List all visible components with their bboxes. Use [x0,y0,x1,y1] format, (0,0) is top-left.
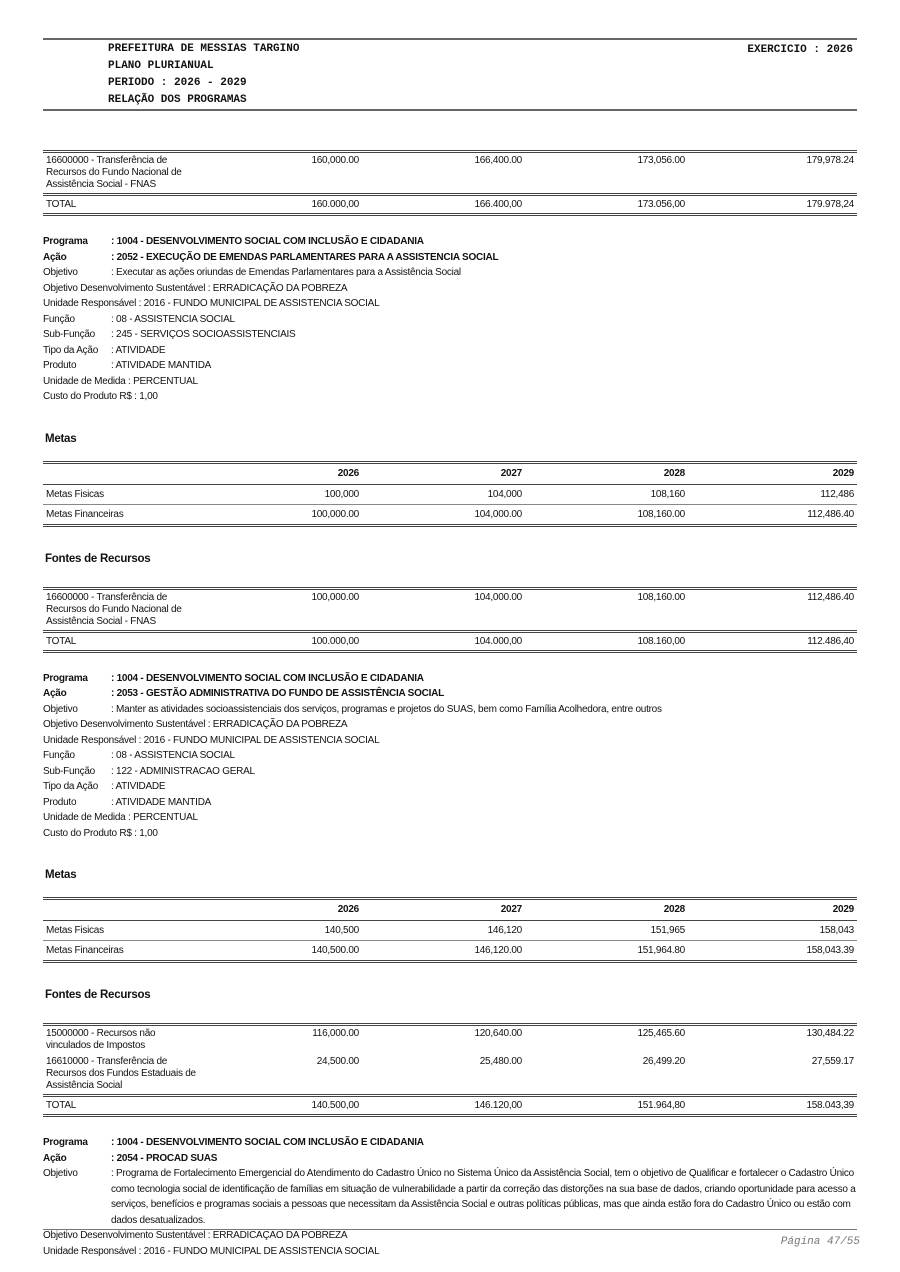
field-row [43,234,857,250]
field-value: : 08 - ASSISTENCIA SOCIAL [111,750,235,761]
field-row [43,671,857,687]
fontes-heading: Fontes de Recursos [45,552,151,565]
field-row [43,686,857,702]
fontes-wrap [43,587,857,653]
header-line: RELAÇÃO DOS PROGRAMAS [108,94,247,106]
action-block [43,234,857,653]
field-label: Tipo da Ação [43,781,99,792]
source-value: 24,500.00 [316,1056,359,1067]
field-value: : ATIVIDADE [111,781,166,792]
field-value: : ATIVIDADE MANTIDA [111,796,212,808]
footer-divider [43,1229,857,1230]
blank-header [43,462,278,484]
field-row [43,764,857,780]
source-value: 27,559.17 [811,1056,854,1067]
field-value: : Executar as ações oriundas de Emendas Parlamentares para a Assistência Social [111,267,461,278]
source-value: 104,000.00 [474,591,522,603]
metas-value: 158,043 [688,921,857,941]
field-label: Programa [43,236,88,247]
source-label: 16600000 - Transferência de Recursos do Fundo Nacional de Assistência Social - FNAS [46,591,182,627]
field-label: Programa [43,672,88,684]
field-row [43,265,857,281]
total-value: 173.056,00 [525,195,688,215]
field-value: : 122 - ADMINISTRACAO GERAL [111,765,255,777]
action-block [43,1135,857,1259]
field-label: Ação [43,688,67,699]
metas-value: 112,486 [688,484,857,504]
field-row [43,358,857,374]
info-line: Objetivo Desenvolvimento Sustentável : ERRADICAÇÃO DA POBREZA [43,719,348,730]
field-label: Ação [43,251,67,263]
report-content [43,150,857,1259]
field-row [43,795,857,811]
field-label: Programa [43,1137,88,1148]
total-value: 104.000,00 [362,631,525,651]
source-label: 15000000 - Recursos não vinculados de Impostos [46,1028,156,1051]
source-value: 179,978.24 [806,155,854,166]
source-value: 26,499.20 [642,1056,685,1067]
source-label: 16600000 - Transferência de Recursos do Fundo Nacional de Assistência Social - FNAS [46,155,182,190]
field-value: : 245 - SERVIÇOS SOCIOASSISTENCIAIS [111,329,296,340]
metas-header-row [43,462,857,484]
field-label: Sub-Função [43,765,95,777]
field-row [43,312,857,328]
fontes-table [43,150,857,216]
field-value: : 08 - ASSISTENCIA SOCIAL [111,313,235,325]
metas-value: 112,486.40 [807,508,854,520]
metas-row-financeiras [43,504,857,525]
field-value: : 1004 - DESENVOLVIMENTO SOCIAL COM INCLUSÃO E CIDADANIA [111,1137,424,1148]
total-value: 151.964,80 [525,1096,688,1116]
total-value: 140.500,00 [278,1096,362,1116]
total-value: 158.043,39 [688,1096,857,1116]
metas-row-fisicas [43,921,857,941]
field-label: Sub-Função [43,329,95,340]
report-header [43,38,857,111]
year-header: 2027 [362,462,525,484]
total-value: 146.120,00 [362,1096,525,1116]
info-line: Unidade de Medida : PERCENTUAL [43,375,198,387]
field-value: : 1004 - DESENVOLVIMENTO SOCIAL COM INCLUSÃO E CIDADANIA [111,236,424,247]
field-value: : Manter as atividades socioassistenciais dos serviços, programas e projetos do SUAS, bem como Família Acolhedora, entre outros [111,703,662,715]
field-label: Produto [43,796,77,808]
field-row [43,250,857,266]
metas-value: 140,500 [278,921,362,941]
field-label: Ação [43,1152,67,1164]
total-value: 100.000,00 [278,631,362,651]
field-row [43,1135,857,1151]
field-row [43,748,857,764]
year-header: 2028 [525,899,688,921]
source-value: 100,000.00 [311,591,359,603]
metas-value: 100,000.00 [311,508,359,520]
metas-value: 104,000.00 [474,508,522,520]
metas-heading: Metas [45,432,77,445]
info-line: Unidade Responsável : 2016 - FUNDO MUNICIPAL DE ASSISTENCIA SOCIAL [43,1245,380,1257]
field-row [43,327,857,343]
source-label: 16610000 - Transferência de Recursos dos Fundos Estaduais de Assistência Social [46,1056,196,1091]
metas-value: 108,160 [525,484,688,504]
info-line: Unidade Responsável : 2016 - FUNDO MUNICIPAL DE ASSISTENCIA SOCIAL [43,298,380,309]
metas-value: 104,000 [362,484,525,504]
field-label: Produto [43,360,77,371]
source-value: 108,160.00 [637,591,685,603]
field-row [43,1151,857,1167]
metas-value: 140,500.00 [311,945,359,956]
action-block [43,671,857,1118]
source-value: 160,000.00 [311,155,359,166]
table-row [43,1054,857,1096]
info-line: Objetivo Desenvolvimento Sustentável : ERRADICAÇÃO DA POBREZA [43,1230,348,1241]
header-line: PERIODO : 2026 - 2029 [108,77,247,89]
field-value: : 1004 - DESENVOLVIMENTO SOCIAL COM INCLUSÃO E CIDADANIA [111,672,424,684]
source-value: 120,640.00 [474,1028,522,1039]
year-header: 2029 [688,462,857,484]
total-row [43,631,857,651]
field-value: : 2052 - EXECUÇÃO DE EMENDAS PARLAMENTARES PARA A ASSISTENCIA SOCIAL [111,251,499,263]
field-label: Objetivo [43,267,78,278]
year-header: 2029 [688,899,857,921]
source-value: 125,465.60 [637,1028,685,1039]
fontes-table [43,587,857,653]
field-value: : Programa de Fortalecimento Emergencial do Atendimento do Cadastro Único no Sistema Único da Assistência Social, tem o objetivo de Qualificar e fortalecer o Cadastro Único como tecnologia social de identificação de famílias em situação de vulnerabilidade a partir da correção das distorções na sua base de dados, criando oportunidade para acesso a serviços, benefícios e programas sociais a pessoas que necessitam da Assistência Social e outras políticas públicas, mas que ainda estão fora do Cadastro Único ou estão com dados desatualizados. [111,1168,856,1226]
metas-table [43,897,857,963]
field-label: Função [43,750,75,761]
blank-header [43,899,278,921]
metas-label: Metas Financeiras [46,508,124,520]
info-line: Custo do Produto R$ : 1,00 [43,391,158,402]
metas-header-row [43,899,857,921]
field-row [43,1166,857,1228]
info-line: Unidade de Medida : PERCENTUAL [43,812,198,823]
exercicio: EXERCICIO : 2026 [747,44,853,56]
field-row [43,702,857,718]
total-value: 108.160,00 [525,631,688,651]
field-label: Tipo da Ação [43,344,99,356]
year-header: 2026 [278,899,362,921]
field-value: : 2053 - GESTÃO ADMINISTRATIVA DO FUNDO DE ASSISTÊNCIA SOCIAL [111,688,444,699]
year-header: 2028 [525,462,688,484]
total-value: 112.486,40 [688,631,857,651]
page-number: Página 47/55 [780,1236,860,1248]
field-value: : ATIVIDADE [111,344,166,356]
metas-value: 151,964.80 [637,945,685,956]
fontes-heading: Fontes de Recursos [45,989,151,1001]
info-line: Unidade Responsável : 2016 - FUNDO MUNICIPAL DE ASSISTENCIA SOCIAL [43,734,380,746]
metas-value: 158,043.39 [806,945,854,956]
info-line: Custo do Produto R$ : 1,00 [43,827,158,839]
fontes-table [43,1023,857,1117]
metas-value: 100,000 [278,484,362,504]
metas-value: 146,120.00 [474,945,522,956]
metas-value: 151,965 [525,921,688,941]
metas-label: Metas Fisicas [43,921,278,941]
fontes-wrap [43,1023,857,1117]
field-label: Função [43,313,75,325]
field-value: : ATIVIDADE MANTIDA [111,360,212,371]
table-row [43,1025,857,1055]
field-row [43,779,857,795]
field-value: : 2054 - PROCAD SUAS [111,1152,218,1164]
total-value: 166.400,00 [362,195,525,215]
total-label: TOTAL [43,631,278,651]
field-label: Objetivo [43,1168,78,1179]
year-header: 2026 [278,462,362,484]
total-label: TOTAL [43,1096,278,1116]
source-value: 116,000.00 [312,1028,359,1039]
source-value: 112,486.40 [807,591,854,603]
total-value: 179.978,24 [688,195,857,215]
metas-row-fisicas [43,484,857,504]
metas-heading: Metas [45,869,77,881]
total-value: 160.000,00 [278,195,362,215]
metas-value: 146,120 [362,921,525,941]
year-header: 2027 [362,899,525,921]
metas-label: Metas Fisicas [43,484,278,504]
total-row [43,1096,857,1116]
header-line: PLANO PLURIANUAL [108,60,214,72]
metas-table [43,461,857,527]
table-row [43,588,857,631]
info-line: Objetivo Desenvolvimento Sustentável : ERRADICAÇÃO DA POBREZA [43,282,348,294]
metas-label: Metas Financeiras [46,945,124,956]
source-value: 25,480.00 [479,1056,522,1067]
table-row [43,152,857,195]
metas-value: 108,160.00 [637,508,685,520]
metas-row-financeiras [43,941,857,962]
source-value: 173,056.00 [637,155,685,166]
total-label: TOTAL [43,195,278,215]
field-row [43,343,857,359]
header-line: PREFEITURA DE MESSIAS TARGINO [108,43,300,55]
field-label: Objetivo [43,703,78,715]
total-row [43,195,857,215]
source-value: 166,400.00 [474,155,522,166]
source-value: 130,484.22 [806,1028,854,1039]
